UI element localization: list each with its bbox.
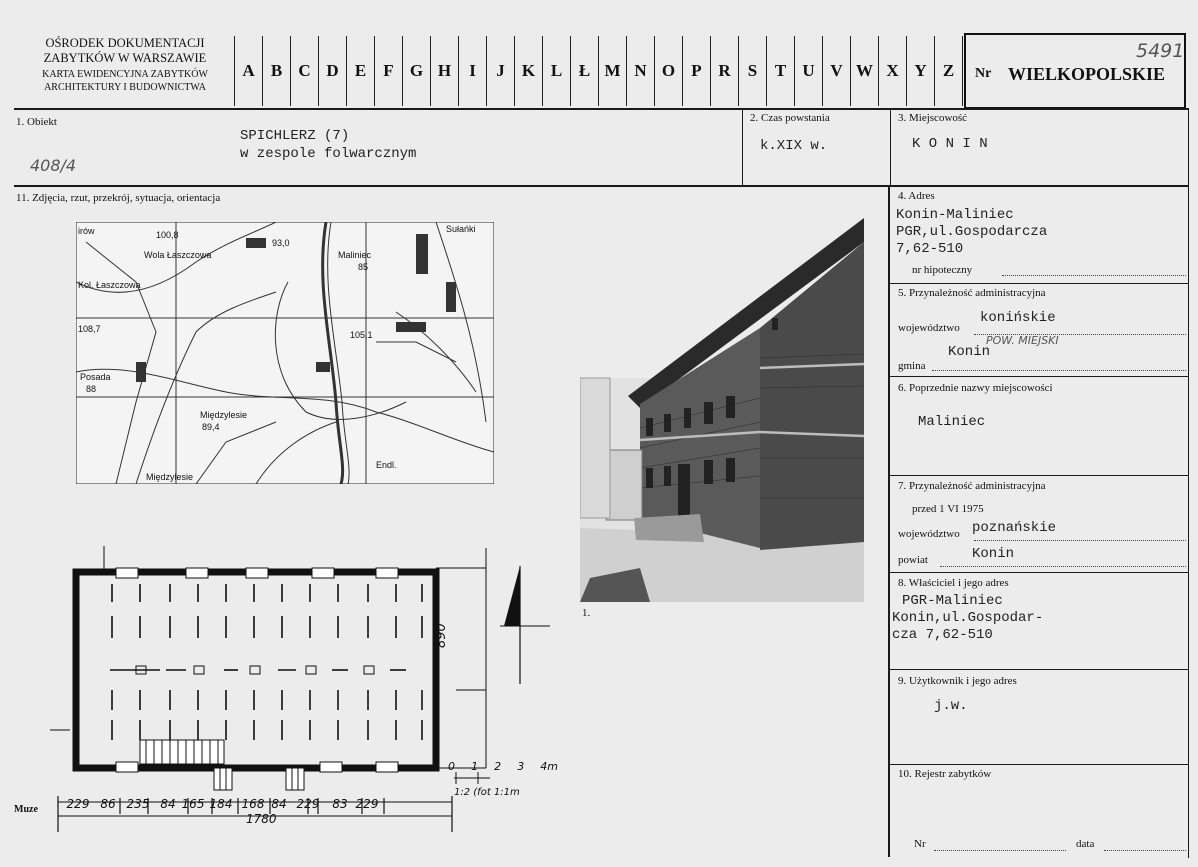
svg-text:108,7: 108,7 xyxy=(78,324,101,334)
index-letter: L xyxy=(542,36,570,106)
index-letter: G xyxy=(402,36,430,106)
index-letter: W xyxy=(850,36,878,106)
owner-line1: PGR-Maliniec xyxy=(902,593,1003,609)
index-letter: Ł xyxy=(570,36,598,106)
voivodeship-label: województwo xyxy=(898,322,960,334)
handwritten-note: POW. MIEJSKI xyxy=(986,334,1059,347)
svg-text:Kol. Łaszczowa: Kol. Łaszczowa xyxy=(78,280,141,290)
scale-tick-label: 2 xyxy=(494,760,502,773)
locality-value: K O N I N xyxy=(912,136,988,152)
plan-dimension: 229 xyxy=(66,797,90,811)
index-letter: N xyxy=(626,36,654,106)
index-letter: V xyxy=(822,36,850,106)
index-letter: B xyxy=(262,36,290,106)
index-letter: M xyxy=(598,36,626,106)
plan-dimension: 235 xyxy=(126,797,150,811)
north-arrow-icon xyxy=(500,566,556,686)
svg-text:100,8: 100,8 xyxy=(156,230,179,240)
plan-dimension: 84 xyxy=(271,797,287,811)
index-letter: R xyxy=(710,36,738,106)
handwritten-number: 5491 xyxy=(1136,40,1185,62)
situation-map xyxy=(76,222,494,484)
owner-line3: cza 7,62-510 xyxy=(892,627,993,643)
divider xyxy=(888,187,890,857)
letter-index-row xyxy=(234,36,962,106)
scale-ticks xyxy=(448,760,558,773)
side-dimension: 890 xyxy=(434,623,449,648)
user-value: j.w. xyxy=(934,698,968,714)
svg-text:Endl.: Endl. xyxy=(376,460,397,470)
plan-dimension: 165 xyxy=(181,797,205,811)
admin-label: 5. Przynależność administracyjna xyxy=(898,287,1046,299)
index-letter: X xyxy=(878,36,906,106)
index-letter: E xyxy=(346,36,374,106)
svg-text:Międzylesie: Międzylesie xyxy=(200,410,248,420)
index-letter: U xyxy=(794,36,822,106)
scale-tick-label: 4m xyxy=(540,760,558,773)
svg-text:88: 88 xyxy=(86,384,97,394)
dimension-row xyxy=(60,797,460,811)
index-letter: F xyxy=(374,36,402,106)
divider xyxy=(890,376,1188,377)
address-line3: 7,62-510 xyxy=(896,241,964,257)
former-admin-date: przed 1 VI 1975 xyxy=(912,503,984,515)
divider xyxy=(742,110,743,186)
plan-dimension: 84 xyxy=(160,797,176,811)
index-letter: I xyxy=(458,36,486,106)
index-letter: C xyxy=(290,36,318,106)
index-letter: S xyxy=(738,36,766,106)
owner-label: 8. Właściciel i jego adres xyxy=(898,577,1009,589)
former-admin-label: 7. Przynależność administracyjna xyxy=(898,480,1046,492)
divider xyxy=(890,572,1188,573)
address-line2: PGR,ul.Gospodarcza xyxy=(896,224,1048,240)
plan-dimension: 168 xyxy=(241,797,265,811)
plan-dimension: 86 xyxy=(100,797,116,811)
divider xyxy=(890,475,1188,476)
svg-text:irów: irów xyxy=(78,226,95,236)
object-line1: SPICHLERZ (7) xyxy=(240,128,350,144)
commune-label: gmina xyxy=(898,360,926,372)
index-letter: T xyxy=(766,36,794,106)
region-name: WIELKOPOLSKIE xyxy=(1008,64,1166,84)
mortgage-label: nr hipoteczny xyxy=(912,264,973,276)
date-label: 2. Czas powstania xyxy=(750,112,830,124)
institution-title: OŚRODEK DOKUMENTACJI ZABYTKÓW W WARSZAWIE KARTA EWIDENCYJNA ZABYTKÓW ARCHITEKTURY I BUDOWNICTWA xyxy=(42,36,208,93)
index-letter: H xyxy=(430,36,458,106)
address-line1: Konin-Maliniec xyxy=(896,207,1014,223)
register-date-label: data xyxy=(1076,838,1095,850)
scale-tick-label: 0 xyxy=(448,760,455,773)
drawings-label: 11. Zdjęcia, rzut, przekrój, sytuacja, orientacja xyxy=(16,192,221,204)
previous-names-value: Maliniec xyxy=(918,414,986,430)
user-label: 9. Użytkownik i jego adres xyxy=(898,675,1017,687)
svg-text:89,4: 89,4 xyxy=(202,422,220,432)
svg-text:Międzylesie: Międzylesie xyxy=(146,472,194,482)
divider xyxy=(14,185,1188,187)
svg-text:105,1: 105,1 xyxy=(350,330,373,340)
index-letter: Y xyxy=(906,36,934,106)
svg-text:Maliniec: Maliniec xyxy=(338,250,372,260)
divider xyxy=(14,108,1188,110)
register-label: 10. Rejestr zabytków xyxy=(898,768,992,780)
address-label: 4. Adres xyxy=(898,190,935,202)
svg-text:85: 85 xyxy=(358,262,369,272)
nr-label: Nr xyxy=(975,66,992,81)
voivodeship-value: konińskie xyxy=(980,310,1056,326)
index-letter: P xyxy=(682,36,710,106)
divider xyxy=(890,283,1188,284)
granary-photo xyxy=(580,218,864,602)
county-value: Konin xyxy=(972,546,1015,562)
former-voivodeship-value: poznańskie xyxy=(972,520,1057,536)
scale-tick-label: 1 xyxy=(471,760,479,773)
commune-value: Konin xyxy=(948,344,991,360)
locality-label: 3. Miejscowość xyxy=(898,112,968,124)
svg-text:Wola Łaszczowa: Wola Łaszczowa xyxy=(144,250,212,260)
divider xyxy=(890,669,1188,670)
plan-dimension: 229 xyxy=(355,797,379,811)
divider xyxy=(1188,108,1189,858)
plan-dimension: 83 xyxy=(332,797,348,811)
scale-note: 1:2 (fot 1:1m xyxy=(454,787,520,798)
index-letter: O xyxy=(654,36,682,106)
owner-line2: Konin,ul.Gospodar- xyxy=(892,610,1044,626)
object-line2: w zespole folwarcznym xyxy=(240,146,417,162)
divider xyxy=(962,36,963,106)
previous-names-label: 6. Poprzednie nazwy miejscowości xyxy=(898,382,1053,394)
scale-tick-label: 3 xyxy=(517,760,525,773)
register-nr-label: Nr xyxy=(914,838,926,850)
index-letter: D xyxy=(318,36,346,106)
total-dimension: 1780 xyxy=(246,812,277,826)
handwritten-object-number: 408/4 xyxy=(30,156,77,175)
museum-stamp: Muze xyxy=(14,804,38,815)
date-value: k.XIX w. xyxy=(760,138,828,154)
floor-plan xyxy=(50,540,490,840)
svg-text:93,0: 93,0 xyxy=(272,238,290,248)
svg-text:Sułańki: Sułańki xyxy=(446,224,476,234)
index-letter: K xyxy=(514,36,542,106)
divider xyxy=(890,110,891,186)
index-letter: A xyxy=(234,36,262,106)
county-label: powiat xyxy=(898,554,928,566)
photo-caption: 1. xyxy=(582,607,591,619)
index-letter: J xyxy=(486,36,514,106)
index-letter: Z xyxy=(934,36,962,106)
former-voivodeship-label: województwo xyxy=(898,528,960,540)
plan-dimension: 184 xyxy=(209,797,233,811)
divider xyxy=(890,764,1188,765)
plan-dimension: 229 xyxy=(296,797,320,811)
svg-text:Posada: Posada xyxy=(80,372,111,382)
object-label: 1. Obiekt xyxy=(16,116,57,128)
